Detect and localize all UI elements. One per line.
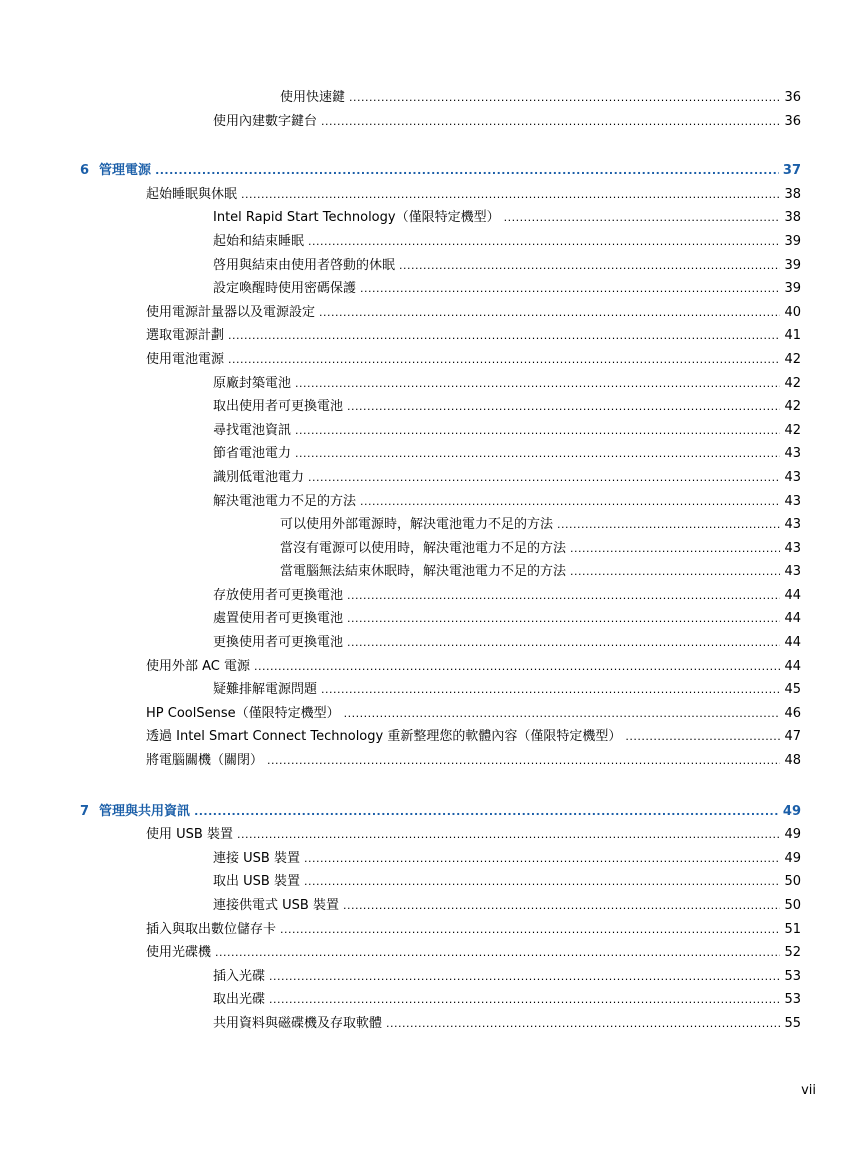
toc-page-number: 52 — [784, 945, 801, 961]
toc-entry-title: 節省電池電力 — [213, 446, 292, 462]
toc-entry[interactable] — [0, 513, 868, 537]
dot-leader — [344, 702, 781, 726]
toc-chapter-entry[interactable] — [0, 159, 868, 183]
toc-page-number: 42 — [784, 422, 801, 438]
dot-leader — [308, 230, 780, 254]
toc-page-number: 41 — [784, 328, 801, 344]
toc-page-number: 51 — [784, 921, 801, 937]
toc-entry[interactable] — [0, 324, 868, 348]
toc-entry[interactable] — [0, 607, 868, 631]
dot-leader — [269, 988, 780, 1012]
toc-page-number: 39 — [784, 233, 801, 249]
toc-entry[interactable] — [0, 655, 868, 679]
toc-page-number: 53 — [784, 968, 801, 984]
dot-leader — [349, 86, 780, 110]
toc-entry[interactable] — [0, 988, 868, 1012]
toc-entry-title: 更換使用者可更換電池 — [213, 635, 344, 651]
dot-leader — [308, 466, 780, 490]
toc-entry-title: 管理與共用資訊 — [99, 803, 191, 819]
dot-leader — [347, 584, 780, 608]
dot-leader — [343, 894, 781, 918]
toc-page-number: 39 — [784, 281, 801, 297]
toc-entry[interactable] — [0, 725, 868, 749]
toc-entry-title: 當電腦無法結束休眠時，解決電池電力不足的方法 — [280, 564, 567, 580]
dot-leader — [267, 749, 780, 773]
table-of-contents — [0, 86, 868, 1036]
toc-page-number: 46 — [784, 705, 801, 721]
toc-page-number: 44 — [784, 658, 801, 674]
dot-leader — [269, 965, 780, 989]
toc-entry-title: 存放使用者可更換電池 — [213, 587, 344, 603]
toc-entry[interactable] — [0, 348, 868, 372]
toc-entry[interactable] — [0, 537, 868, 561]
toc-entry[interactable] — [0, 584, 868, 608]
toc-entry[interactable] — [0, 372, 868, 396]
dot-leader — [570, 537, 780, 561]
dot-leader — [228, 324, 780, 348]
dot-leader — [347, 395, 780, 419]
dot-leader — [155, 159, 779, 183]
toc-entry-title: 共用資料與磁碟機及存取軟體 — [213, 1015, 383, 1031]
toc-page-number: 42 — [784, 399, 801, 415]
dot-leader — [319, 301, 780, 325]
toc-entry-title: 識別低電池電力 — [213, 469, 305, 485]
toc-entry-title: 選取電源計劃 — [146, 328, 225, 344]
dot-leader — [347, 631, 780, 655]
toc-page-number: 48 — [784, 753, 801, 769]
toc-entry-title: 取出光碟 — [213, 992, 266, 1008]
toc-page-number: 44 — [784, 587, 801, 603]
dot-leader — [347, 607, 780, 631]
toc-page-number: 43 — [784, 493, 801, 509]
dot-leader — [228, 348, 780, 372]
toc-page-number: 36 — [784, 113, 801, 129]
toc-page-number: 42 — [784, 351, 801, 367]
toc-entry-title: 疑難排解電源問題 — [213, 682, 318, 698]
dot-leader — [254, 655, 780, 679]
toc-entry[interactable] — [0, 395, 868, 419]
dot-leader — [557, 513, 780, 537]
toc-entry-title: 使用電源計量器以及電源設定 — [146, 304, 316, 320]
toc-page-number: 53 — [784, 992, 801, 1008]
toc-entry[interactable] — [0, 894, 868, 918]
toc-entry-title: 使用 USB 裝置 — [146, 827, 233, 843]
toc-entry-title: 處置使用者可更換電池 — [213, 611, 344, 627]
toc-entry[interactable] — [0, 823, 868, 847]
toc-entry[interactable] — [0, 702, 868, 726]
toc-entry-title: 當沒有電源可以使用時，解決電池電力不足的方法 — [280, 540, 567, 556]
toc-entry-title: 使用電池電源 — [146, 351, 225, 367]
toc-entry-title: 使用光碟機 — [146, 945, 212, 961]
toc-entry[interactable] — [0, 442, 868, 466]
dot-leader — [241, 183, 780, 207]
dot-leader — [360, 490, 780, 514]
toc-page-number: 42 — [784, 375, 801, 391]
chapter-number: 7 — [80, 803, 90, 819]
toc-page-number: 49 — [784, 827, 801, 843]
toc-page-number: 43 — [784, 469, 801, 485]
toc-page-number: 44 — [784, 611, 801, 627]
dot-leader — [321, 110, 780, 134]
dot-leader — [237, 823, 781, 847]
toc-entry-title: 透過 Intel Smart Connect Technology 重新整理您的軟體內容（僅限特定機型） — [146, 729, 622, 745]
toc-entry-title: HP CoolSense（僅限特定機型） — [146, 705, 340, 721]
dot-leader — [570, 560, 780, 584]
toc-entry[interactable] — [0, 110, 868, 134]
toc-entry[interactable] — [0, 183, 868, 207]
toc-entry-title: 起始和結束睡眠 — [213, 233, 305, 249]
toc-entry[interactable] — [0, 230, 868, 254]
toc-page-number: 37 — [782, 163, 801, 179]
toc-entry[interactable] — [0, 86, 868, 110]
dot-leader — [321, 678, 780, 702]
toc-entry[interactable] — [0, 631, 868, 655]
toc-page-number: 40 — [784, 304, 801, 320]
dot-leader — [360, 277, 780, 301]
toc-entry[interactable] — [0, 277, 868, 301]
toc-page-number: 50 — [784, 898, 801, 913]
toc-entry-title: 插入光碟 — [213, 968, 266, 984]
dot-leader — [215, 941, 780, 965]
toc-entry[interactable] — [0, 466, 868, 490]
toc-entry-title: 原廠封築電池 — [213, 375, 292, 391]
toc-entry-title: 解決電池電力不足的方法 — [213, 493, 357, 509]
toc-page-number: 55 — [784, 1015, 801, 1031]
dot-leader — [295, 419, 780, 443]
toc-page-number: 49 — [782, 803, 801, 819]
toc-entry-title: 設定喚醒時使用密碼保護 — [213, 281, 357, 297]
toc-entry-title: 連接供電式 USB 裝置 — [213, 898, 339, 913]
toc-page-number: 50 — [784, 874, 801, 890]
toc-page-number: 44 — [784, 635, 801, 651]
toc-entry-title: 可以使用外部電源時，解決電池電力不足的方法 — [280, 517, 554, 533]
chapter-number: 6 — [80, 163, 90, 179]
toc-entry[interactable] — [0, 301, 868, 325]
section-spacer — [0, 133, 868, 159]
toc-entry-title: 管理電源 — [99, 163, 152, 179]
toc-page-number: 36 — [784, 90, 801, 105]
section-spacer — [0, 773, 868, 800]
toc-entry-title: Intel Rapid Start Technology（僅限特定機型） — [213, 210, 500, 226]
dot-leader — [304, 847, 781, 871]
toc-entry[interactable] — [0, 206, 868, 230]
toc-page-number: 43 — [784, 564, 801, 580]
dot-leader — [304, 870, 781, 894]
toc-page-number: 38 — [784, 210, 801, 226]
toc-entry[interactable] — [0, 847, 868, 871]
toc-entry-title: 取出使用者可更換電池 — [213, 399, 344, 415]
toc-entry-title: 使用快速鍵 — [280, 90, 346, 105]
dot-leader — [295, 372, 780, 396]
toc-chapter-entry[interactable] — [0, 800, 868, 824]
dot-leader — [504, 206, 781, 230]
toc-page-number: 49 — [784, 850, 801, 866]
toc-entry[interactable] — [0, 254, 868, 278]
toc-entry-title: 將電腦關機（關閉） — [146, 753, 264, 769]
toc-entry[interactable] — [0, 918, 868, 942]
toc-entry-title: 連接 USB 裝置 — [213, 850, 300, 866]
page-number: vii — [801, 1083, 816, 1098]
toc-page-number: 45 — [784, 682, 801, 698]
toc-page-number: 43 — [784, 446, 801, 462]
toc-entry[interactable] — [0, 870, 868, 894]
toc-page-number: 43 — [784, 517, 801, 533]
toc-page-number: 43 — [784, 540, 801, 556]
toc-entry-title: 啓用與結束由使用者啓動的休眠 — [213, 257, 396, 273]
toc-page-number: 39 — [784, 257, 801, 273]
dot-leader — [295, 442, 780, 466]
toc-entry[interactable] — [0, 965, 868, 989]
toc-entry[interactable] — [0, 941, 868, 965]
toc-entry-title: 起始睡眠與休眠 — [146, 186, 238, 202]
dot-leader — [625, 725, 780, 749]
toc-entry-title: 使用外部 AC 電源 — [146, 658, 251, 674]
toc-entry[interactable] — [0, 1012, 868, 1036]
toc-entry[interactable] — [0, 419, 868, 443]
toc-entry[interactable] — [0, 678, 868, 702]
dot-leader — [386, 1012, 780, 1036]
toc-page-number: 38 — [784, 186, 801, 202]
dot-leader — [194, 800, 779, 824]
toc-entry-title: 尋找電池資訊 — [213, 422, 292, 438]
toc-entry[interactable] — [0, 490, 868, 514]
dot-leader — [280, 918, 780, 942]
toc-entry[interactable] — [0, 560, 868, 584]
toc-entry-title: 使用內建數字鍵台 — [213, 113, 318, 129]
toc-page-number: 47 — [784, 729, 801, 745]
toc-entry[interactable] — [0, 749, 868, 773]
dot-leader — [399, 254, 780, 278]
toc-entry-title: 取出 USB 裝置 — [213, 874, 300, 890]
toc-entry-title: 插入與取出數位儲存卡 — [146, 921, 277, 937]
